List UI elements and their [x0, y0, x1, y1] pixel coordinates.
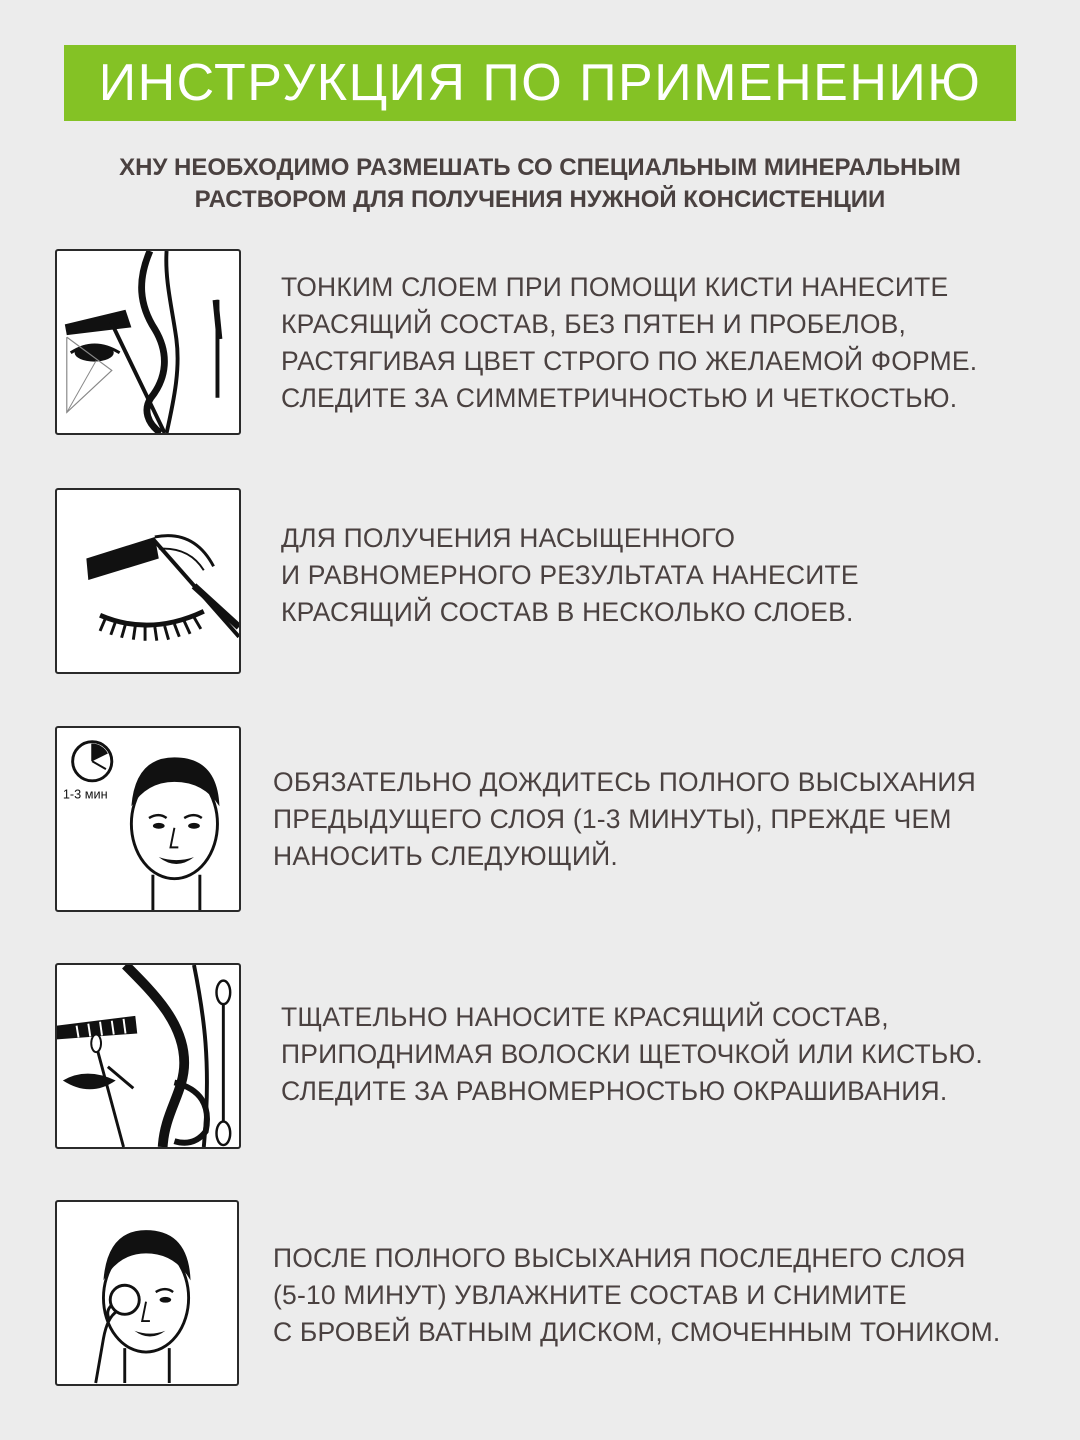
title-banner — [64, 45, 1016, 121]
step-text-line: СЛЕДИТЕ ЗА РАВНОМЕРНОСТЬЮ ОКРАШИВАНИЯ. — [281, 1076, 948, 1106]
step-1 — [0, 249, 1080, 439]
step-text-line: НАНОСИТЬ СЛЕДУЮЩИЙ. — [273, 841, 618, 871]
brow-layers-icon — [55, 488, 241, 674]
step-text-line: ПРЕДЫДУЩЕГО СЛОЯ (1-3 МИНУТЫ), ПРЕЖДЕ ЧЕМ — [273, 804, 952, 834]
step-text-line: ТЩАТЕЛЬНО НАНОСИТЕ КРАСЯЩИЙ СОСТАВ, — [281, 1002, 889, 1032]
cotton-pad-face-icon — [55, 1200, 239, 1386]
step-text-line: ПРИПОДНИМАЯ ВОЛОСКИ ЩЕТОЧКОЙ ИЛИ КИСТЬЮ. — [281, 1039, 983, 1069]
step-text-line: ОБЯЗАТЕЛЬНО ДОЖДИТЕСЬ ПОЛНОГО ВЫСЫХАНИЯ — [273, 767, 976, 797]
step-text-line: КРАСЯЩИЙ СОСТАВ, БЕЗ ПЯТЕН И ПРОБЕЛОВ, — [281, 309, 907, 339]
intro-text — [60, 152, 1020, 216]
step-3 — [0, 726, 1080, 916]
cotton-swab-brow-icon — [55, 963, 241, 1149]
step-text-line: ПОСЛЕ ПОЛНОГО ВЫСЫХАНИЯ ПОСЛЕДНЕГО СЛОЯ — [273, 1243, 966, 1273]
page-title: ИНСТРУКЦИЯ ПО ПРИМЕНЕНИЮ — [98, 54, 982, 112]
step-text-line: СЛЕДИТЕ ЗА СИММЕТРИЧНОСТЬЮ И ЧЕТКОСТЬЮ. — [281, 383, 958, 413]
timer-label: 1-3 мин — [62, 786, 108, 802]
timer-face-icon — [55, 726, 241, 912]
step-3-text — [273, 764, 976, 875]
step-5 — [0, 1200, 1080, 1390]
step-2 — [0, 488, 1080, 678]
step-text-line: ТОНКИМ СЛОЕМ ПРИ ПОМОЩИ КИСТИ НАНЕСИТЕ — [281, 272, 949, 302]
step-1-text — [281, 269, 977, 417]
step-text-line: ДЛЯ ПОЛУЧЕНИЯ НАСЫЩЕННОГО — [281, 523, 736, 553]
step-text-line: РАСТЯГИВАЯ ЦВЕТ СТРОГО ПО ЖЕЛАЕМОЙ ФОРМЕ. — [281, 346, 978, 376]
step-2-text — [281, 520, 859, 631]
brow-brush-application-icon — [55, 249, 241, 435]
step-5-text — [273, 1240, 1001, 1351]
intro-line: РАСТВОРОМ ДЛЯ ПОЛУЧЕНИЯ НУЖНОЙ КОНСИСТЕНЦИИ — [194, 186, 886, 213]
step-4 — [0, 963, 1080, 1153]
step-text-line: (5-10 МИНУТ) УВЛАЖНИТЕ СОСТАВ И СНИМИТЕ — [273, 1280, 907, 1310]
step-text-line: КРАСЯЩИЙ СОСТАВ В НЕСКОЛЬКО СЛОЕВ. — [281, 597, 854, 627]
step-text-line: И РАВНОМЕРНОГО РЕЗУЛЬТАТА НАНЕСИТЕ — [281, 560, 859, 590]
intro-line: ХНУ НЕОБХОДИМО РАЗМЕШАТЬ СО СПЕЦИАЛЬНЫМ МИНЕРАЛЬНЫМ — [119, 154, 961, 181]
step-text-line: С БРОВЕЙ ВАТНЫМ ДИСКОМ, СМОЧЕННЫМ ТОНИКОМ. — [273, 1317, 1001, 1347]
step-4-text — [281, 999, 983, 1110]
